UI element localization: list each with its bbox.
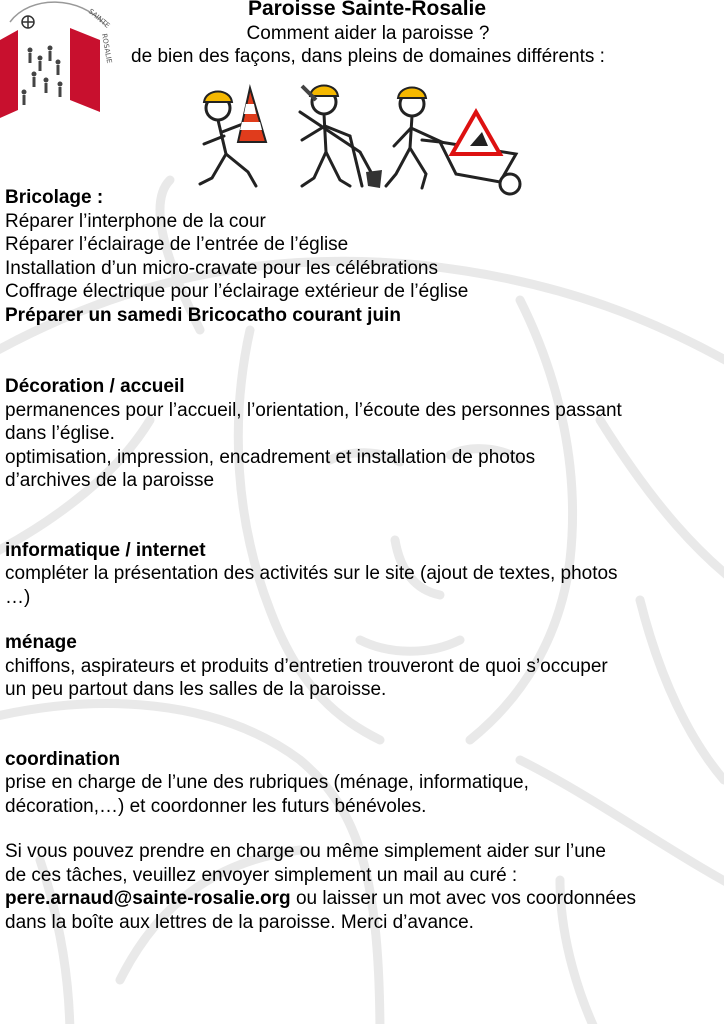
paragraph-line: chiffons, aspirateurs et produits d’entretien trouveront de quoi s’occuper xyxy=(5,655,608,677)
main-content xyxy=(5,186,724,934)
section-title-menage: ménage xyxy=(5,632,77,653)
paragraph-line: dans la boîte aux lettres de la paroisse. Merci d’avance. xyxy=(5,911,474,933)
closing-paragraph xyxy=(5,840,724,934)
contact-email-link[interactable]: pere.arnaud@sainte-rosalie.org xyxy=(5,888,291,909)
paragraph-line: optimisation, impression, encadrement et installation de photos xyxy=(5,446,536,468)
section-title-decoration: Décoration / accueil xyxy=(5,376,185,397)
list-item: Réparer l’éclairage de l’entrée de l’église xyxy=(5,234,349,255)
workers-illustration xyxy=(190,82,530,200)
list-item: Coffrage électrique pour l’éclairage extérieur de l’église xyxy=(5,281,469,302)
paragraph-line: d’archives de la paroisse xyxy=(5,470,215,491)
paragraph-line: prise en charge de l’une des rubriques (ménage, informatique, xyxy=(5,772,529,793)
paragraph-line: Si vous pouvez prendre en charge ou même simplement aider sur l’une xyxy=(5,841,606,862)
svg-text:ROSALIE: ROSALIE xyxy=(100,32,114,65)
section-title-coordination: coordination xyxy=(5,748,121,770)
paragraph-line: de ces tâches, veuillez envoyer simplement un mail au curé : xyxy=(5,864,518,886)
page-lead: de bien des façons, dans pleins de domaines différents : xyxy=(131,46,605,67)
list-item: Réparer l’interphone de la cour xyxy=(5,210,266,232)
section-title-bricolage: Bricolage : xyxy=(5,187,104,208)
section-menage xyxy=(5,631,724,702)
paragraph-text: ou laisser un mot avec vos coordonnées xyxy=(290,888,637,909)
paragraph-line: décoration,…) et coordonner les futurs bénévoles. xyxy=(5,795,427,817)
header xyxy=(0,0,724,68)
list-item: Installation d’un micro-cravate pour les célébrations xyxy=(5,257,438,279)
paragraph-line: dans l’église. xyxy=(5,423,115,444)
paragraph-line xyxy=(5,887,724,911)
paragraph-line: …) xyxy=(5,586,31,608)
paragraph-line: un peu partout dans les salles de la paroisse. xyxy=(5,679,387,700)
page-subtitle: Comment aider la paroisse ? xyxy=(246,23,490,44)
paragraph-line: permanences pour l’accueil, l’orientation, l’écoute des personnes passant xyxy=(5,399,622,421)
section-informatique xyxy=(5,539,724,610)
list-item-highlight: Préparer un samedi Bricocatho courant juin xyxy=(5,304,401,326)
section-decoration xyxy=(5,375,724,493)
section-title-informatique: informatique / internet xyxy=(5,539,206,561)
section-coordination xyxy=(5,748,724,819)
paragraph-line: compléter la présentation des activités sur le site (ajout de textes, photos xyxy=(5,563,618,584)
section-bricolage xyxy=(5,186,724,327)
svg-text:SAINTE: SAINTE xyxy=(86,7,112,30)
page-title: Paroisse Sainte-Rosalie xyxy=(247,0,487,20)
